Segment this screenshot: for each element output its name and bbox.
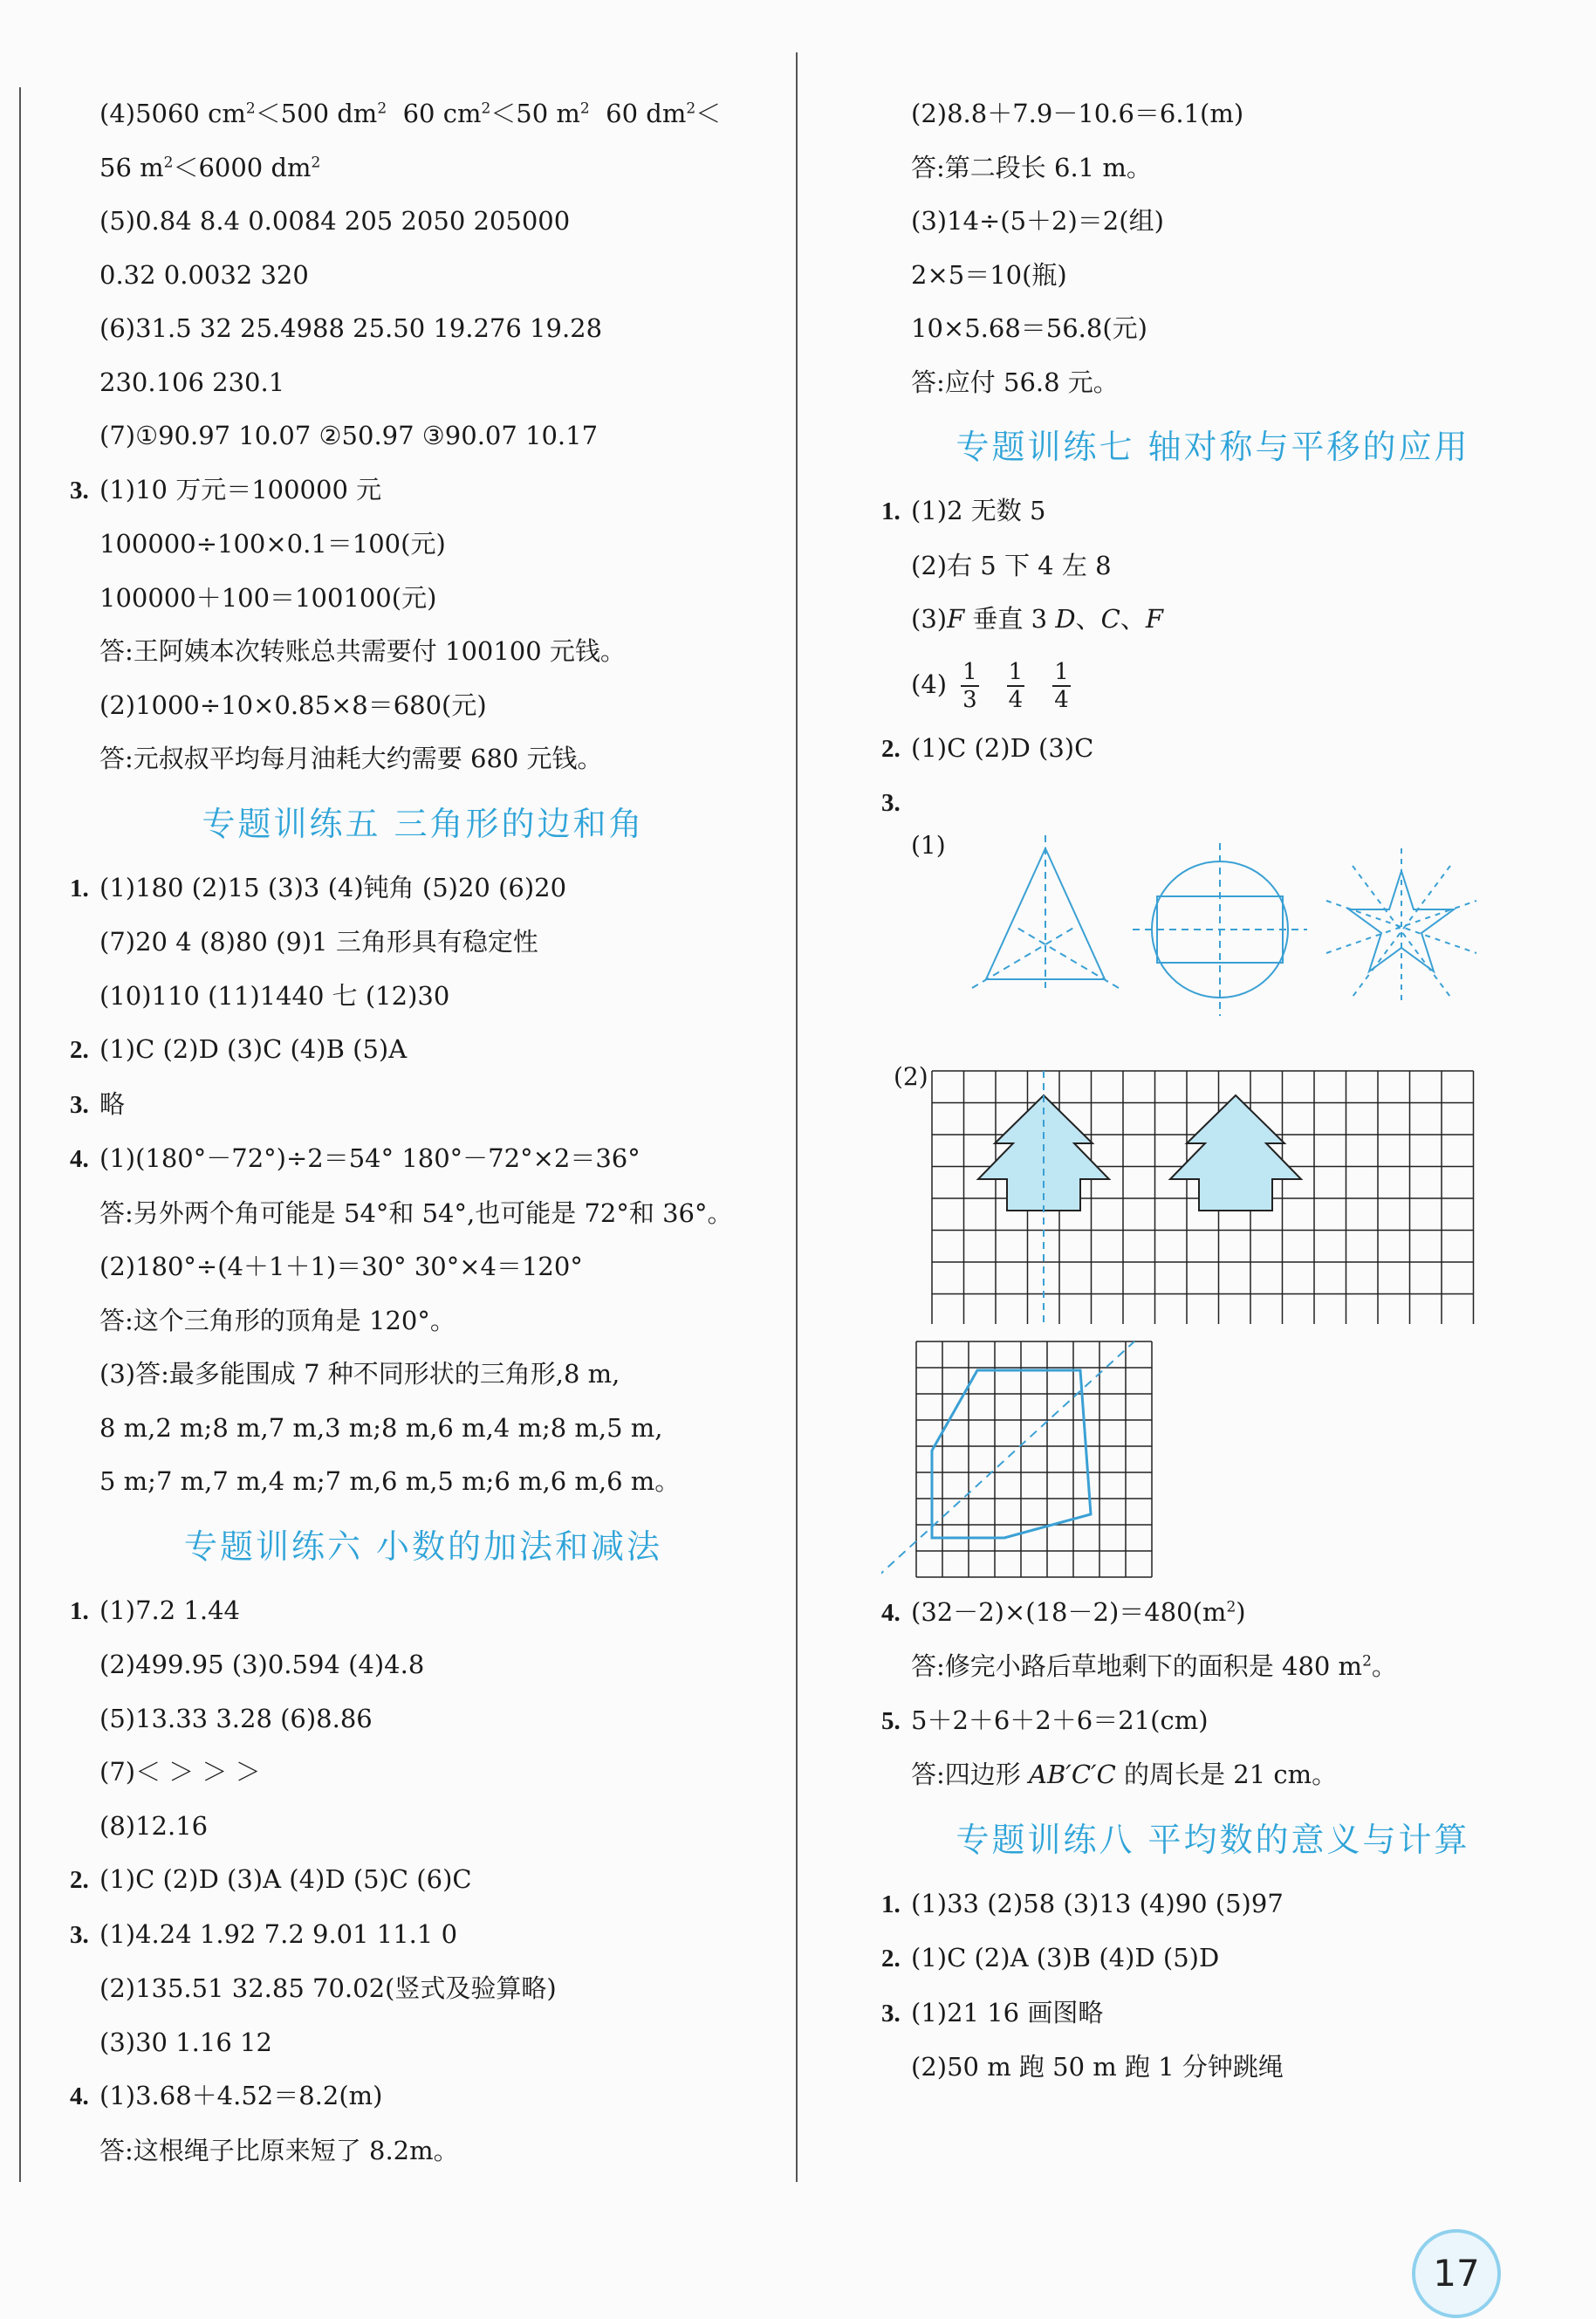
answer-text: 100000＋100＝100100(元) [99, 582, 437, 613]
left-line [70, 356, 777, 410]
answer-text: (7)20 4 (8)80 (9)1 三角形具有稳定性 [99, 927, 538, 957]
denominator: 4 [1054, 686, 1069, 713]
left-line [70, 2124, 777, 2178]
numerator: 1 [1054, 658, 1069, 685]
answer-text: 5 m;7 m,7 m,4 m;7 m,6 m,5 m;6 m,6 m,6 m。 [99, 1466, 681, 1496]
right-line [881, 1931, 1545, 1986]
answer-text: (7)①90.97 10.07 ②50.97 ③90.07 10.17 [99, 421, 599, 450]
column-divider [796, 52, 798, 2182]
answer-text: 5＋2＋6＋2＋6＝21(cm) [911, 1705, 1209, 1735]
left-line [70, 1132, 777, 1187]
question-number: 2. [881, 734, 901, 763]
answer-text: (2)135.51 32.85 70.02(竖式及验算略) [99, 1973, 557, 2003]
right-line [881, 2041, 1545, 2095]
answer-text: (1)2 无数 5 [911, 496, 1046, 525]
right-line [881, 722, 1545, 777]
answer-text: (2)右 5 下 4 左 8 [911, 550, 1112, 580]
answer-text: 答:这根绳子比原来短了 8.2m。 [99, 2135, 459, 2165]
question-number: 3. [881, 1999, 901, 2027]
answer-text: (6)31.5 32 25.4988 25.50 19.276 19.28 [99, 313, 603, 343]
fraction [1052, 659, 1071, 713]
left-line [70, 1402, 777, 1456]
answer-text: 答:元叔叔平均每月油耗大约需要 680 元钱。 [99, 744, 603, 773]
figure-symmetry-shapes [881, 831, 1545, 1036]
answer-text: 8 m,2 m;8 m,7 m,3 m;8 m,6 m,4 m;8 m,5 m, [99, 1412, 663, 1443]
left-line [70, 1455, 777, 1509]
denominator: 4 [1008, 686, 1024, 713]
right-column [881, 87, 1545, 2095]
grid-2 [916, 1341, 1152, 1577]
right-line [881, 1640, 1545, 1694]
answer-text: (1)10 万元＝100000 元 [99, 474, 382, 504]
left-line [70, 1240, 777, 1294]
answer-text: 略 [99, 1088, 126, 1119]
question-number: 4. [881, 1598, 901, 1627]
left-line [70, 249, 777, 303]
left-line [70, 572, 777, 626]
figure-1-label: (1) [911, 830, 946, 860]
answer-text: (1)4.24 1.92 7.2 9.01 11.1 0 [99, 1918, 458, 1949]
left-line [70, 2069, 777, 2124]
answer-text: 10×5.68＝56.8(元) [911, 313, 1147, 343]
left-line [70, 463, 777, 518]
answer-text: (8)12.16 [99, 1810, 209, 1841]
answer-text: 答:应付 56.8 元。 [911, 367, 1119, 397]
right-line [881, 1586, 1545, 1641]
answer-text: (1)7.2 1.44 [99, 1595, 240, 1625]
answer-text: (1)C (2)D (3)C (4)B (5)A [99, 1034, 408, 1064]
answer-text: (1)21 16 画图略 [911, 1997, 1104, 2027]
right-line [881, 302, 1545, 356]
answer-text: (7)＜ ＞ ＞ ＞ [99, 1757, 261, 1787]
question-number: 1. [881, 1890, 901, 1918]
left-line [70, 195, 777, 249]
question-number: 3. [70, 1920, 89, 1949]
answer-text: 100000÷100×0.1＝100(元) [99, 529, 446, 559]
answer-text: (3)30 1.16 12 [99, 2027, 272, 2057]
right-line [881, 141, 1545, 196]
figure-parallelogram [881, 1324, 1545, 1586]
right-line [881, 484, 1545, 539]
figure-tree-translation [881, 1036, 1545, 1324]
right-line [881, 87, 1545, 141]
figure-2-label: (2) [894, 1061, 928, 1091]
answer-text: 56 $m^2<6000$ $dm^2$ [99, 152, 321, 182]
answer-text: (2)8.8＋7.9－10.6＝6.1(m) [911, 99, 1244, 128]
answer-text: (1)(180°－72°)÷2＝54° 180°－72°×2＝36° [99, 1143, 640, 1173]
answer-text: 答:四边形 AB′C′C 的周长是 21 cm。 [911, 1760, 1338, 1789]
right-line [881, 249, 1545, 303]
left-line [70, 1746, 777, 1800]
left-line [70, 1187, 777, 1241]
left-line [70, 732, 777, 786]
answer-text: (2)1000÷10×0.85×8＝680(元) [99, 690, 487, 720]
denominator: 3 [962, 686, 977, 713]
right-line [881, 1694, 1545, 1749]
answer-text: (1)180 (2)15 (3)3 (4)钝角 (5)20 (6)20 [99, 872, 567, 902]
left-line [70, 861, 777, 916]
fraction [961, 659, 979, 713]
left-line [70, 1294, 777, 1348]
right-line [881, 593, 1545, 647]
answer-text: (4)5060 $cm^2<500$ $dm^2$ 60 $cm^2<50$ $m^2$ 60 $dm^2<$ [99, 99, 722, 128]
left-line [70, 2016, 777, 2070]
answer-text: (3)答:最多能围成 7 种不同形状的三角形,8 m, [99, 1359, 620, 1389]
question-number: 3. [881, 789, 901, 817]
section-heading: 专题训练五 三角形的边和角 [202, 804, 645, 843]
section-heading: 专题训练七 轴对称与平移的应用 [956, 428, 1470, 466]
left-line [70, 1853, 777, 1908]
right-line [881, 539, 1545, 593]
right-line [881, 1877, 1545, 1932]
question-number: 3. [70, 476, 89, 504]
answer-text: 0.32 0.0032 320 [99, 259, 309, 290]
right-line [881, 1748, 1545, 1802]
left-line [70, 1078, 777, 1133]
left-line [70, 1800, 777, 1854]
question-number: 1. [70, 874, 89, 902]
answer-text: (1)3.68＋4.52＝8.2(m) [99, 2081, 383, 2110]
right-line [881, 195, 1545, 249]
question-number: 4. [70, 2082, 89, 2110]
answer-text: (5)0.84 8.4 0.0084 205 2050 205000 [99, 206, 571, 236]
answer-text: (2)499.95 (3)0.594 (4)4.8 [99, 1650, 425, 1679]
answer-text: 230.106 230.1 [99, 367, 285, 397]
question-number: 2. [881, 1945, 901, 1973]
left-line [70, 302, 777, 356]
left-line [70, 1692, 777, 1746]
answer-text: 答:这个三角形的顶角是 120°。 [99, 1305, 456, 1335]
tree-shape-translated [1170, 1095, 1301, 1211]
answer-text: 答:王阿姨本次转账总共需要付 100100 元钱。 [99, 636, 626, 666]
left-line [70, 625, 777, 679]
numerator: 1 [1008, 658, 1024, 685]
answer-text: (2)50 m 跑 50 m 跑 1 分钟跳绳 [911, 2052, 1284, 2082]
fraction-answer-line [881, 647, 1545, 722]
right-line [881, 776, 1545, 831]
answer-text: $(32-2)\times(18-2)=480(m^2)$ [911, 1596, 1246, 1627]
answer-text: (3)14÷(5＋2)＝2(组) [911, 206, 1164, 236]
right-line [881, 1986, 1545, 2041]
left-line [70, 1584, 777, 1639]
left-column [70, 87, 777, 2178]
answer-text: (1)33 (2)58 (3)13 (4)90 (5)97 [911, 1888, 1284, 1918]
left-line [70, 141, 777, 196]
section-heading: 专题训练八 平均数的意义与计算 [956, 1820, 1470, 1859]
fraction-prefix: (4) [911, 669, 948, 699]
question-number: 2. [70, 1866, 89, 1894]
answer-text: 2×5＝10(瓶) [911, 259, 1067, 290]
numerator: 1 [962, 658, 977, 685]
page-number: 17 [1412, 2229, 1501, 2318]
left-line [70, 916, 777, 970]
left-line [70, 87, 777, 141]
question-number: 5. [881, 1706, 901, 1735]
diagonal-axis [881, 1341, 1134, 1577]
answer-text: (1)C (2)D (3)A (4)D (5)C (6)C [99, 1864, 472, 1894]
question-number: 2. [70, 1036, 89, 1064]
left-line [70, 1962, 777, 2016]
left-line [70, 970, 777, 1024]
left-line [70, 1908, 777, 1963]
fraction [1007, 659, 1025, 713]
left-line [70, 679, 777, 733]
answer-text: 答:修完小路后草地剩下的面积是 480 $m^2$。 [911, 1651, 1397, 1681]
left-margin-rule [19, 87, 21, 2182]
answer-text: (1)C (2)D (3)C [911, 732, 1094, 763]
right-line [881, 356, 1545, 410]
question-number: 3. [70, 1090, 89, 1119]
answer-text: (5)13.33 3.28 (6)8.86 [99, 1703, 373, 1733]
question-number: 4. [70, 1145, 89, 1173]
left-line [70, 409, 777, 463]
answer-text: 答:另外两个角可能是 54°和 54°,也可能是 72°和 36°。 [99, 1197, 733, 1228]
answer-text: 答:第二段长 6.1 m。 [911, 152, 1152, 182]
section-heading: 专题训练六 小数的加法和减法 [183, 1527, 663, 1566]
answer-text: (10)110 (11)1440 七 (12)30 [99, 980, 450, 1011]
left-line [70, 518, 777, 572]
answer-text: (2)180°÷(4＋1＋1)＝30° 30°×4＝120° [99, 1252, 583, 1281]
answer-text: (3)F 垂直 3 D、C、F [911, 604, 1163, 634]
question-number: 1. [70, 1596, 89, 1625]
answer-text: (1)C (2)A (3)B (4)D (5)D [911, 1943, 1220, 1973]
left-line [70, 1638, 777, 1692]
left-line [70, 1348, 777, 1402]
left-line [70, 1023, 777, 1078]
question-number: 1. [881, 497, 901, 525]
